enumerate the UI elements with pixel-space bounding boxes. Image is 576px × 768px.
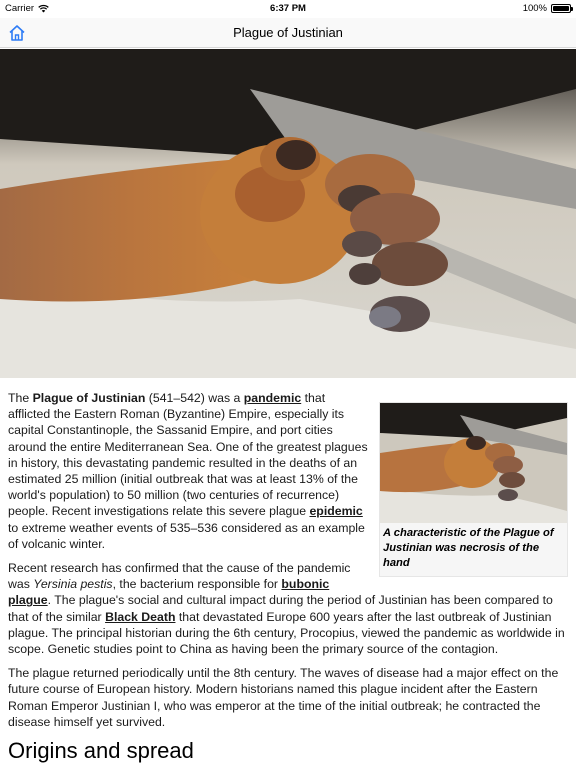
text-run: as having been the primary source of the contagion. [211,642,499,657]
link-mediterranean-sea[interactable]: Mediterranean Sea [104,439,209,454]
article-subject: Plague of Justinian [32,391,146,405]
text-run: The plague returned periodically until the 8th century. The waves of disease had a major effect on the future course of [8,666,559,697]
figure-image[interactable] [380,403,567,523]
text-run: , the [129,423,157,438]
text-run: . [101,536,106,551]
link-justinian-i[interactable]: Justinian I [101,698,158,713]
navigation-bar [0,18,576,48]
status-bar [0,0,576,18]
battery-icon [551,4,571,13]
text-run: that devastated Europe 600 years after the last outbreak of Justinian plague. The principal historian during the 6th century, [8,609,552,640]
species-name: Yersinia pestis [33,577,113,592]
link-procopius[interactable]: Procopius [300,625,355,640]
article-body [8,390,568,738]
link-volcanic-winter[interactable]: volcanic winter [21,536,102,551]
text-run: . One of the greatest plagues in history, this devastating pandemic resulted in the deaths of an estimated 25 million (initial outbreak that was at least 13% of the world's population) to 50 million (two centuries of recurrence) people. Recent investigations relate this severe plague [8,439,368,519]
link-china[interactable]: China [179,642,212,657]
status-time: 6:37 PM [270,3,306,14]
text-run: , who was emperor at the time of the initial outbreak; he contracted the disease himself yet survived. [8,698,541,729]
text-run: that afflicted the [8,391,326,422]
link-black-death[interactable]: Black Death [105,609,176,624]
link-european-history[interactable]: European history [96,682,189,697]
carrier-label: Carrier [5,3,35,14]
link-eastern-roman-empire[interactable]: Eastern Roman (Byzantine) Empire [74,407,268,422]
link-bubonic-plague[interactable]: bubonic plague [8,577,330,608]
paragraph-3 [8,665,568,730]
text-run: , viewed the pandemic as worldwide in scope. Genetic studies point to [8,625,565,657]
link-extreme-weather[interactable]: extreme weather events of 535–536 [21,520,218,535]
text-run: Recent research has confirmed that the cause of the pandemic was [8,561,351,592]
text-run: . Modern historians named this plague incident after the Eastern Roman Emperor [8,682,538,713]
page-title: Plague of Justinian [233,25,343,40]
text-run: to [8,520,22,535]
link-sassanid-empire[interactable]: Sassanid Empire [156,423,250,438]
battery-percent: 100% [522,3,547,14]
figure-caption: A characteristic of the Plague of Justinian was necrosis of the hand [383,527,554,569]
battery-group [523,3,571,14]
text-run: (541–542) was a [145,391,244,405]
text-run: considered as an example of [8,520,365,551]
text-run: , especially its capital [8,407,345,438]
section-heading: Origins and spread [8,738,194,763]
text-run: The [8,391,33,405]
link-pandemic[interactable]: pandemic [243,391,302,405]
text-run: , and port cities around the entire [8,423,333,454]
figure [379,402,568,577]
hero-image [0,49,576,378]
link-epidemic[interactable]: epidemic [309,504,363,519]
link-constantinople[interactable]: Constantinople [46,423,130,438]
text-run: , the bacterium responsible for [112,577,282,592]
text-run: . The plague's social and cultural impact during the period of Justinian has been compared to that of the similar [8,593,553,624]
